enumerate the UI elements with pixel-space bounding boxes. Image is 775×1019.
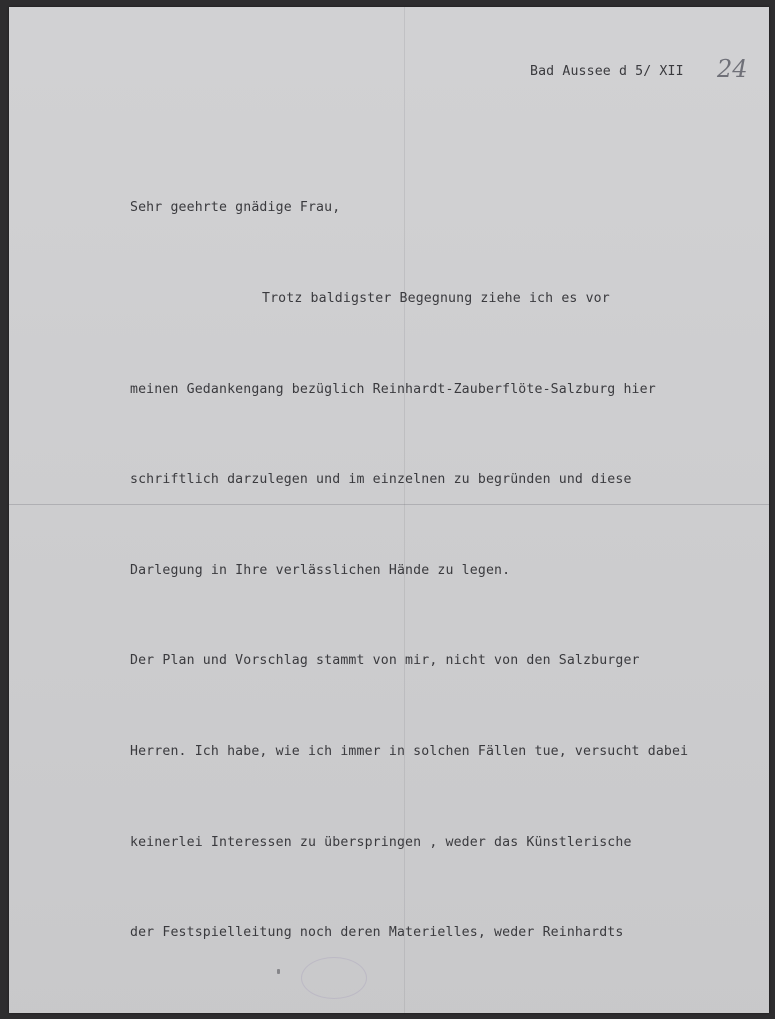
letter-page: [9, 7, 769, 1013]
ink-mark: [277, 969, 280, 974]
body-line: Der Plan und Vorschlag stammt von mir, nicht von den Salzburger: [130, 653, 640, 669]
dateline: Bad Aussee d 5/ XII: [530, 64, 684, 79]
handwritten-year: 24: [717, 55, 748, 83]
body-line: meinen Gedankengang bezüglich Reinhardt-Zauberflöte-Salzburg hier: [130, 381, 656, 397]
body-line: [130, 1009, 688, 1013]
body-line: der Festspielleitung noch deren Materielles, weder Reinhardts: [130, 925, 624, 941]
body-line: Herren. Ich habe, wie ich immer in solchen Fällen tue, versucht dabei: [130, 743, 689, 759]
body-line: keinerlei Interessen zu überspringen , weder das Künstlerische: [130, 834, 632, 850]
body-line: Trotz baldigster Begegnung ziehe ich es vor: [262, 291, 610, 306]
faint-archive-stamp: [301, 957, 367, 999]
body-line: schriftlich darzulegen und im einzelnen zu begründen und diese: [130, 472, 632, 488]
salutation: Sehr geehrte gnädige Frau,: [130, 200, 341, 216]
letter-body: [130, 133, 688, 1013]
body-line: Darlegung in Ihre verlässlichen Hände zu legen.: [130, 562, 511, 578]
